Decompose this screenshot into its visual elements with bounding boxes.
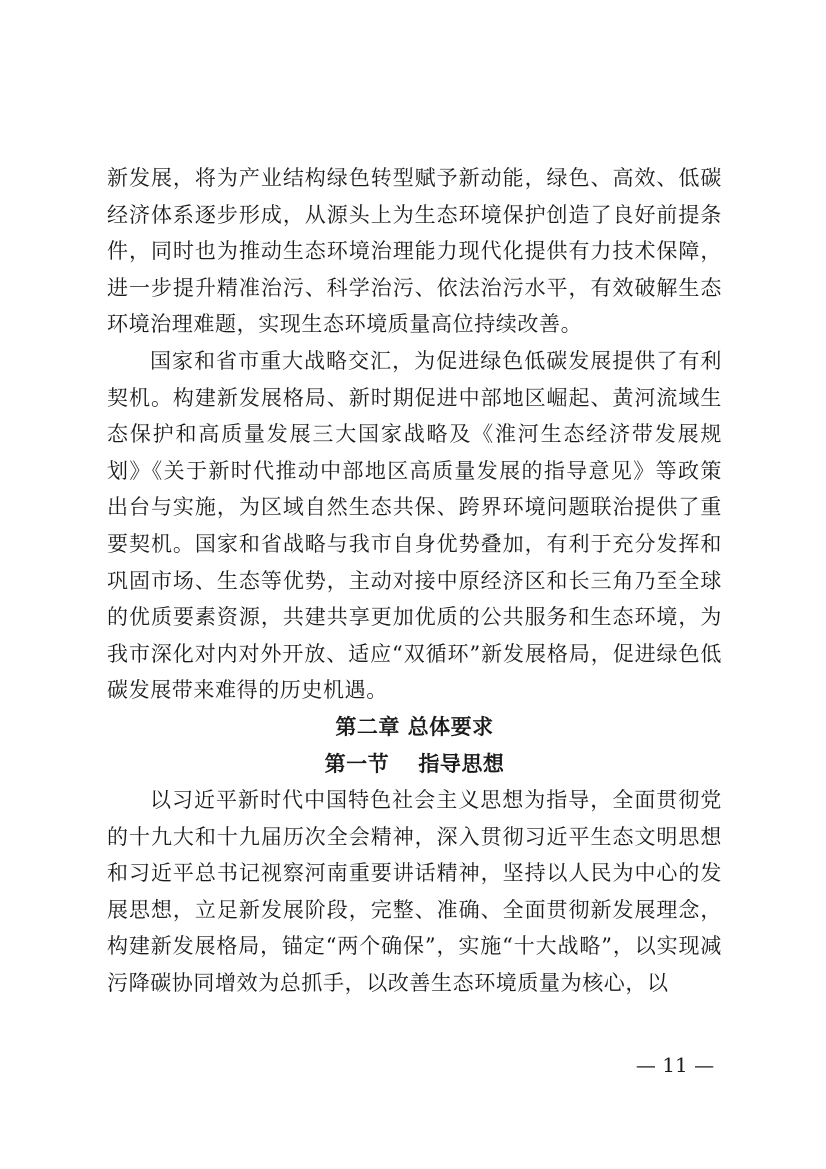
section-heading: 第一节 指导思想 [324, 750, 505, 776]
paragraph-guiding-ideology: 以习近平新时代中国特色社会主义思想为指导，全面贯彻党的十九大和十九届历次全会精神，深入贯彻习近平生态文明思想和习近平总书记视察河南重要讲话精神，坚持以人民为中心的发展思想，立足新发展阶段，完整、准确、全面贯彻新发展理念，构建新发展格局，锚定“两个确保”，实施“十大战略”，以实现减污降碳协同增效为总抓手，以改善生态环境质量为核心，以 [107, 788, 722, 996]
document-body [107, 160, 722, 1002]
chapter-heading: 第二章 总体要求 [335, 714, 494, 739]
page-number: — 11 — [635, 1053, 715, 1077]
paragraph-green-development: 新发展，将为产业结构绿色转型赋予新动能，绿色、高效、低碳经济体系逐步形成，从源头上为生态环境保护创造了良好前提条件，同时也为推动生态环境治理能力现代化提供有力技术保障，进一步提升精准治污、科学治污、依法治污水平，有效破解生态环境治理难题，实现生态环境质量高位持续改善。 [107, 166, 722, 337]
paragraph-strategic-opportunity: 国家和省市重大战略交汇，为促进绿色低碳发展提供了有利契机。构建新发展格局、新时期促进中部地区崛起、黄河流域生态保护和高质量发展三大国家战略及《淮河生态经济带发展规划》《关于新时代推动中部地区高质量发展的指导意见》等政策出台与实施，为区域自然生态共保、跨界环境问题联治提供了重要契机。国家和省战略与我市自身优势叠加，有利于充分发挥和巩固市场、生态等优势，主动对接中原经济区和长三角乃至全球的优质要素资源，共建共享更加优质的公共服务和生态环境，为我市深化对内对外开放、适应“双循环”新发展格局，促进绿色低碳发展带来难得的历史机遇。 [107, 348, 722, 703]
